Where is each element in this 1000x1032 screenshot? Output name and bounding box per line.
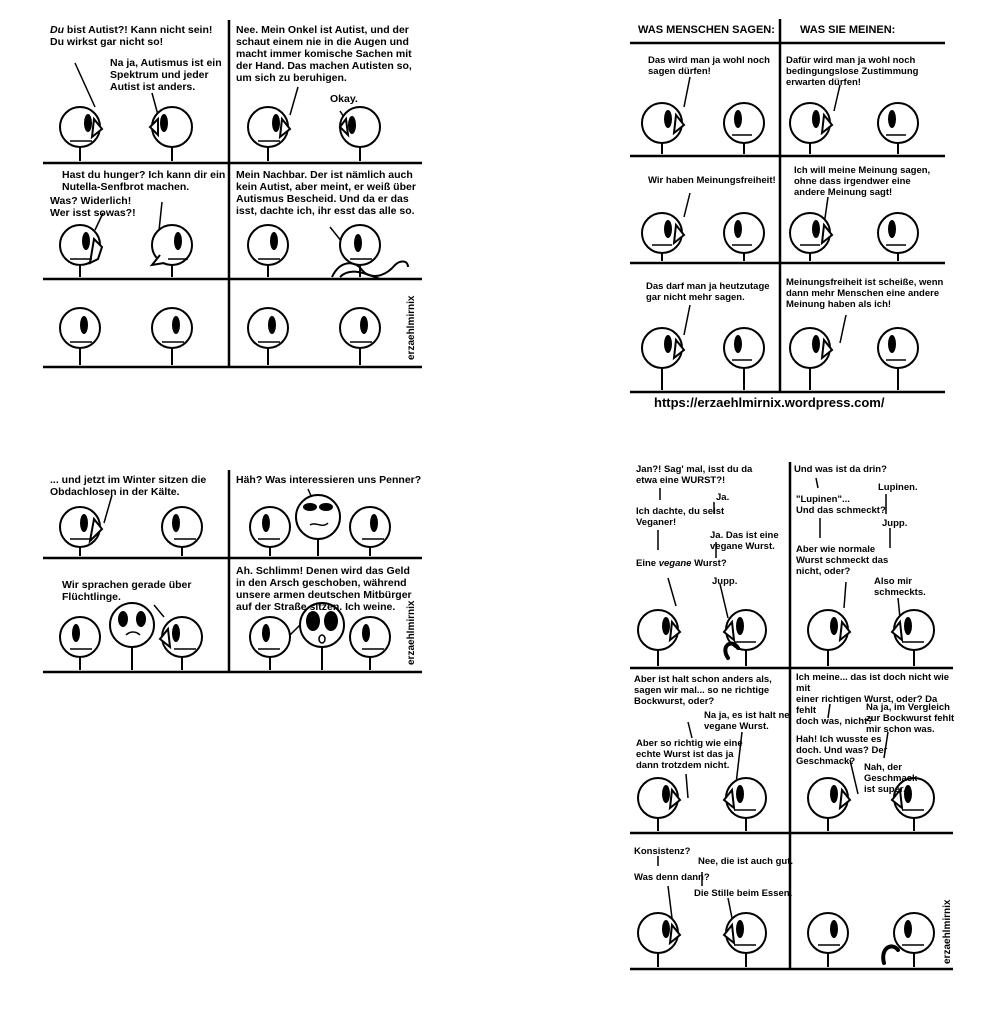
comic2-url: https://erzaehlmirnix.wordpress.com/	[654, 395, 885, 410]
comic3-p4-text: Ah. Schlimm! Denen wird das Geld in den Arsch geschoben, während unsere armen deutschen Mitbürger auf der Straße sitzen. Ich weine.	[236, 565, 412, 613]
comic4-p2-d: Jupp.	[882, 518, 908, 529]
comic1-p1-reply: Na ja, Autismus ist ein Spektrum und jeder Autist ist anders.	[110, 57, 222, 93]
comic4-p1-a: Jan?! Sag' mal, isst du da etwa eine WURST?!	[636, 464, 753, 486]
comic4-p3-b: Na ja, es ist halt ne vegane Wurst.	[704, 710, 790, 732]
comic2-row3-left: Das darf man ja heutzutage gar nicht mehr sagen.	[646, 281, 770, 303]
comic2-row1-right: Dafür wird man ja wohl noch bedingungslose Zustimmung erwarten dürfen!	[786, 55, 919, 88]
comic1-p3-text: Hast du hunger? Ich kann dir ein Nutella-Senfbrot machen.	[62, 169, 226, 193]
comic2-header-left: WAS MENSCHEN SAGEN:	[638, 24, 775, 36]
comic1-p1-line2: Du wirkst gar nicht so!	[50, 36, 164, 48]
comic4-p2-c: "Lupinen"... Und das schmeckt?	[796, 494, 886, 516]
comic4-signature: erzaehlmirnix	[942, 899, 953, 964]
comic1-p1-emph: Du	[50, 24, 64, 36]
comic4-p1-e	[636, 558, 727, 569]
comic2-row2-left: Wir haben Meinungsfreiheit!	[648, 175, 776, 186]
comic3-p2-text: Häh? Was interessieren uns Penner?	[236, 474, 422, 486]
comic4-p2-e: Aber wie normale Wurst schmeckt das nicht, oder?	[796, 544, 889, 577]
comic2-header-right: WAS SIE MEINEN:	[800, 24, 896, 36]
comic4-p4-d: Nah, der Geschmack ist super.	[864, 762, 918, 795]
comic-meinungsfreiheit	[628, 15, 948, 415]
comic4-p3-c: Aber so richtig wie eine echte Wurst ist das ja dann trotzdem nicht.	[636, 738, 743, 771]
comic1-signature: erzaehlmirnix	[406, 295, 417, 360]
comic4-p1-b: Ja.	[716, 492, 730, 503]
comic3-p3-text: Wir sprachen gerade über Flüchtlinge.	[62, 579, 192, 603]
comic4-p1-e-emph: vegane	[658, 558, 692, 569]
comic1-p2-text: Nee. Mein Onkel ist Autist, und der schaut einem nie in die Augen und macht immer komische Sachen mit der Hand. Das machen Autisten so, um sich zu beruhigen.	[236, 24, 412, 84]
comic3-signature: erzaehlmirnix	[406, 600, 417, 665]
comic1-p1-rest: bist Autist?! Kann nicht sein!	[64, 24, 213, 36]
comic3-p1-text: ... und jetzt im Winter sitzen die Obdachlosen in der Kälte.	[50, 474, 207, 498]
comic-obdachlose	[40, 465, 425, 680]
comic4-p1-e-post: Wurst?	[691, 558, 727, 569]
comic4-p1-c: Ich dachte, du seist Veganer!	[636, 506, 725, 528]
comic4-p2-a: Und was ist da drin?	[794, 464, 887, 475]
comic4-p5-b: Nee, die ist auch gut.	[698, 856, 794, 867]
comic1-p2-reply: Okay.	[330, 93, 358, 105]
comic4-p1-f: Jupp.	[712, 576, 738, 587]
comic4-p4-a: Ich meine... das ist doch nicht wie mit einer richtigen Wurst, oder? Da fehlt doch was, nicht?	[796, 672, 950, 727]
comic-autism	[40, 15, 425, 370]
comic2-row2-right: Ich will meine Meinung sagen, ohne dass irgendwer eine andere Meinung sagt!	[794, 165, 931, 198]
comic4-p3-a: Aber ist halt schon anders als, sagen wir mal... so ne richtige Bockwurst, oder?	[634, 674, 772, 707]
comic4-p2-f: Also mir schmeckts.	[874, 576, 926, 598]
comic-vegane-wurst	[628, 458, 956, 973]
comic2-row3-right: Meinungsfreiheit ist scheiße, wenn dann mehr Menschen eine andere Meinung haben als ich!	[786, 277, 944, 310]
comic4-p1-e-pre: Eine	[636, 558, 659, 569]
comic4-p5-c: Was denn dann?	[634, 872, 710, 883]
comic4-p5-a: Konsistenz?	[634, 846, 691, 857]
comic1-p3-reply: Was? Widerlich! Wer isst sowas?!	[50, 195, 136, 219]
comic1-p4-text: Mein Nachbar. Der ist nämlich auch kein Autist, aber meint, er weiß über Autismus Bescheid. Und da er das isst, dachte ich, ihr esst das alle so.	[236, 169, 416, 217]
comic4-p1-d: Ja. Das ist eine vegane Wurst.	[710, 530, 779, 552]
comic4-p4-b: Na ja, im Vergleich zur Bockwurst fehlt mir schon was.	[866, 702, 955, 735]
comic4-p5-d: Die Stille beim Essen.	[694, 888, 793, 899]
comic2-row1-left: Das wird man ja wohl noch sagen dürfen!	[648, 55, 770, 77]
comic4-p4-c: Hah! Ich wusste es doch. Und was? Der Geschmack?	[796, 734, 888, 767]
comic4-p2-b: Lupinen.	[878, 482, 918, 493]
comic1-p1-line1	[50, 24, 212, 36]
